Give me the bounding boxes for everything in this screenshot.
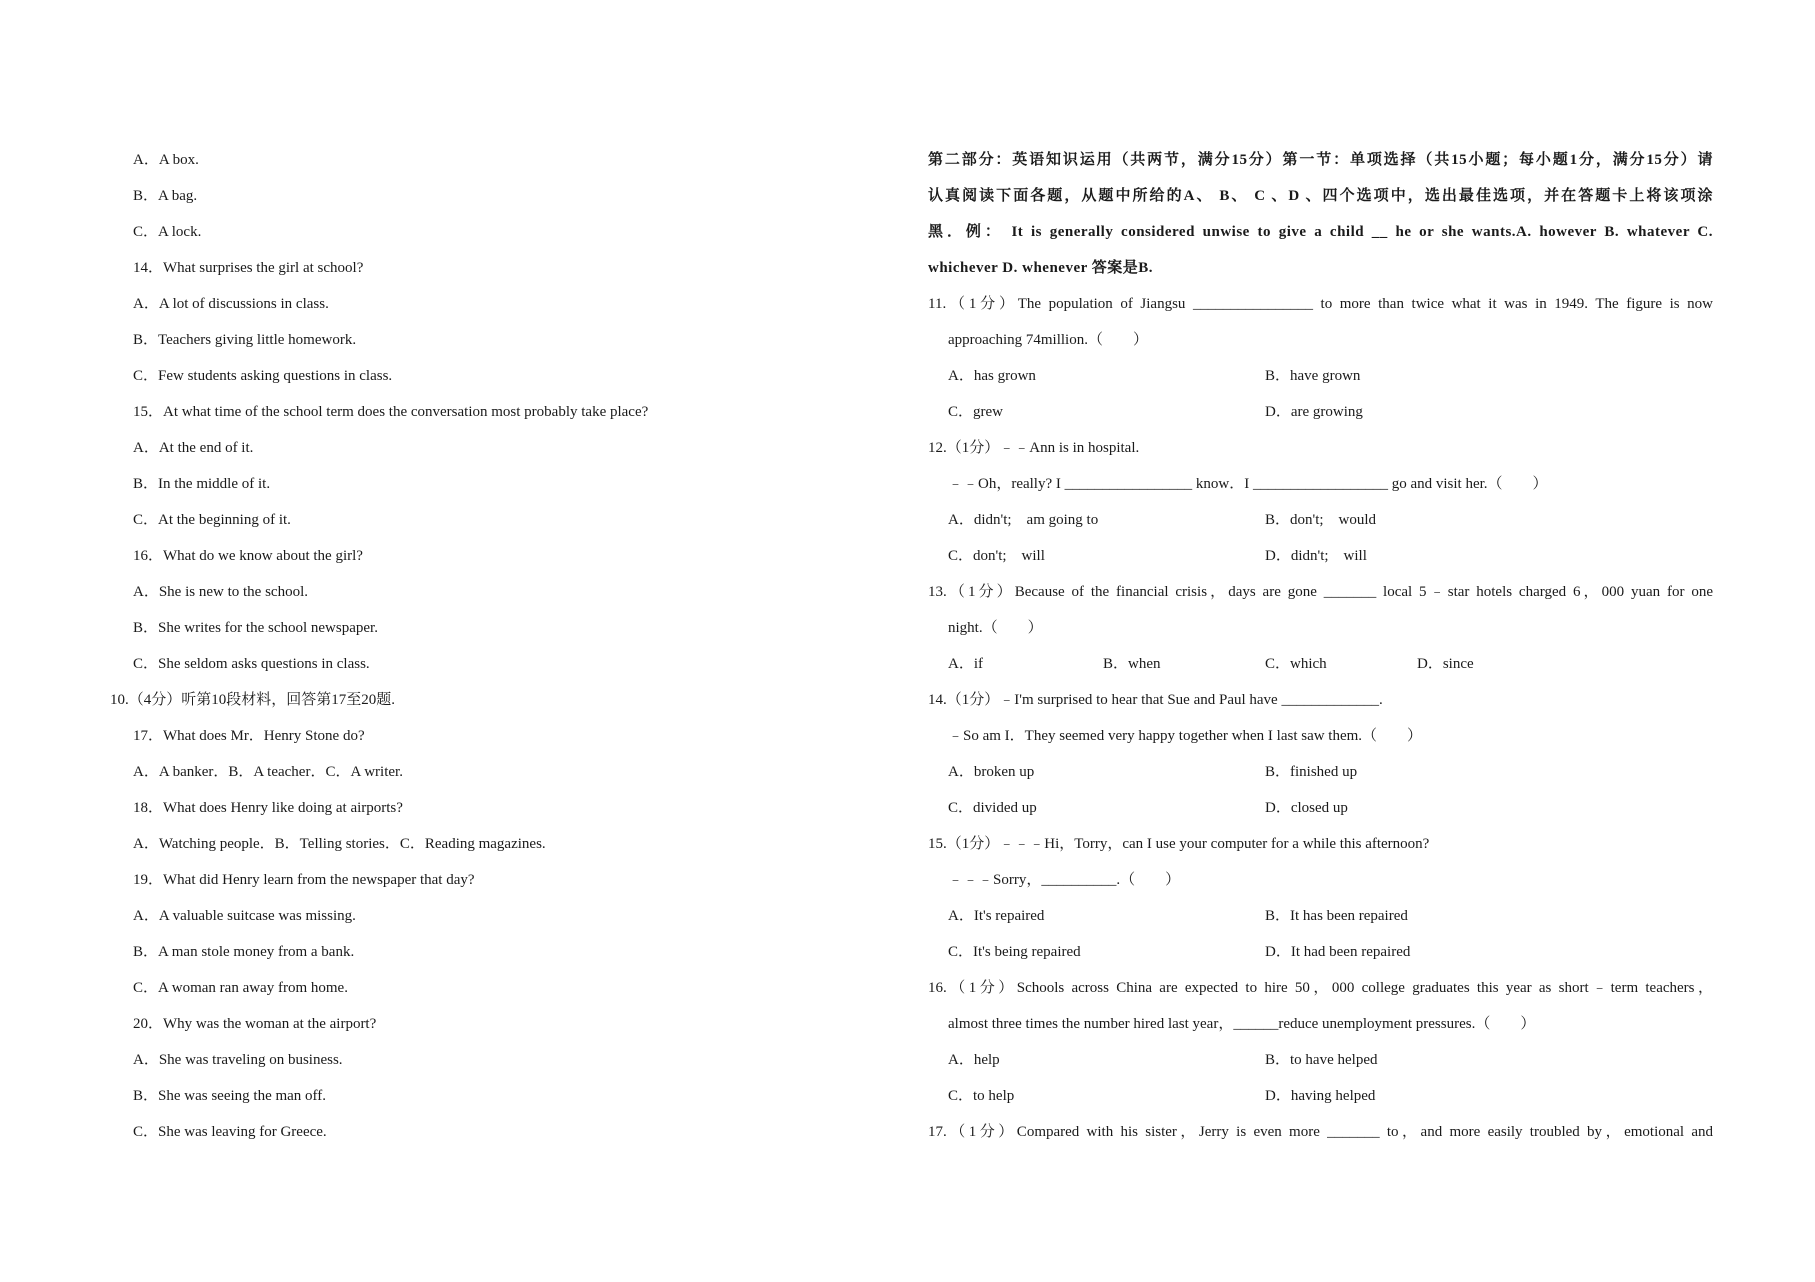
option-text: C．to help [948,1088,1015,1104]
option-text: A．has grown [948,368,1036,384]
option-text: A．She is new to the school. [133,584,308,600]
section-instructions: 认真阅读下面各题，从题中所给的A、 B、 C 、D 、四个选项中，选出最佳选项，并在答题卡上将该项涂 [928,188,1713,204]
question-text: 15．At what time of the school term does the conversation most probably take place? [133,404,649,420]
option-text: A．She was traveling on business. [133,1052,343,1068]
option-text: C．grew [948,404,1003,420]
options-row [928,358,1713,394]
option-text: C．She seldom asks questions in class. [133,656,370,672]
options-row [928,394,1713,430]
option-text: C．A woman ran away from home. [133,980,348,996]
option-text: A．Watching people．B．Telling stories．C．Reading magazines. [133,836,546,852]
option-text: B．A bag. [133,188,198,204]
options-row [928,1042,1713,1078]
question-text-continued: night.（ ） [948,620,1043,636]
section-instructions: whichever D. whenever 答案是B. [928,260,1154,276]
question-text: 18．What does Henry like doing at airports? [133,800,403,816]
option-text: C．A lock. [133,224,202,240]
option-text: D．are growing [1265,404,1363,420]
option-text: C．It's being repaired [948,944,1081,960]
section-instructions: 第二部分：英语知识运用（共两节，满分15分）第一节：单项选择（共15小题；每小题1分，满分15分）请 [928,152,1713,168]
question-text-continued: ﹣So am I．They seemed very happy together when I last saw them.（ ） [948,728,1423,744]
option-text: A．A banker．B．A teacher．C．A writer. [133,764,403,780]
option-text: C．which [1265,656,1327,672]
question-text: 14.（1分）﹣I'm surprised to hear that Sue and Paul have _____________. [928,692,1383,708]
question-text: 12.（1分）﹣﹣Ann is in hospital. [928,440,1140,456]
left-column [110,142,900,1150]
question-text: 13.（1分）Because of the financial crisis，days are gone _______ local 5﹣star hotels charged 6，000 yuan for one [928,584,1713,600]
option-text: B．finished up [1265,764,1358,780]
options-row [928,646,1713,682]
option-text: A．help [948,1052,1000,1068]
question-text-continued: approaching 74million.（ ） [948,332,1148,348]
question-text: 14．What surprises the girl at school? [133,260,364,276]
section-instructions: 黑．例： It is generally considered unwise to give a child __ he or she wants.A. however B. whatever C. [928,224,1713,240]
option-text: D．since [1417,656,1474,672]
options-row [928,1078,1713,1114]
question-text-continued: ﹣﹣Oh，really? I _________________ know．I __________________ go and visit her.（ ） [948,476,1548,492]
option-text: B．It has been repaired [1265,908,1408,924]
question-text-continued: almost three times the number hired last year，______reduce unemployment pressures.（ ） [948,1016,1536,1032]
options-row [928,934,1713,970]
option-text: D．didn't; will [1265,548,1367,564]
option-text: A．if [948,656,983,672]
option-text: B．when [1103,656,1161,672]
option-text: B．don't; would [1265,512,1377,528]
option-text: A．A lot of discussions in class. [133,296,329,312]
option-text: B．She writes for the school newspaper. [133,620,378,636]
right-column [928,142,1713,1150]
question-text: 20．Why was the woman at the airport? [133,1016,377,1032]
section-heading: 10.（4分）听第10段材料，回答第17至20题. [110,692,396,708]
question-text: 15.（1分）﹣﹣﹣Hi，Torry，can I use your computer for a while this afternoon? [928,836,1430,852]
option-text: B．A man stole money from a bank. [133,944,355,960]
options-row [928,790,1713,826]
option-text: A．broken up [948,764,1035,780]
question-text: 11.（1分）The population of Jiangsu ________________ to more than twice what it was in 1949. The figure is now [928,296,1713,312]
option-text: B．In the middle of it. [133,476,271,492]
question-text: 19．What did Henry learn from the newspaper that day? [133,872,475,888]
options-row [928,502,1713,538]
option-text: A．It's repaired [948,908,1045,924]
option-text: A．At the end of it. [133,440,254,456]
option-text: D．It had been repaired [1265,944,1411,960]
question-text: 16．What do we know about the girl? [133,548,363,564]
option-text: A．A box. [133,152,199,168]
options-row [928,754,1713,790]
option-text: D．closed up [1265,800,1348,816]
option-text: B．have grown [1265,368,1361,384]
option-text: B．She was seeing the man off. [133,1088,327,1104]
options-row [928,898,1713,934]
question-text: 16.（1分）Schools across China are expected to hire 50，000 college graduates this year as short﹣term teachers， [928,980,1713,996]
option-text: A．A valuable suitcase was missing. [133,908,356,924]
question-text: 17.（1分）Compared with his sister，Jerry is even more _______ to，and more easily troubled by，emotional and [928,1124,1713,1140]
option-text: C．divided up [948,800,1037,816]
option-text: A．didn't; am going to [948,512,1099,528]
option-text: C．don't; will [948,548,1045,564]
option-text: C．She was leaving for Greece. [133,1124,327,1140]
options-row [928,538,1713,574]
option-text: B．Teachers giving little homework. [133,332,357,348]
option-text: B．to have helped [1265,1052,1378,1068]
question-text: 17．What does Mr．Henry Stone do? [133,728,365,744]
option-text: C．Few students asking questions in class. [133,368,393,384]
option-text: C．At the beginning of it. [133,512,291,528]
question-text-continued: ﹣﹣﹣Sorry，__________.（ ） [948,872,1181,888]
option-text: D．having helped [1265,1088,1376,1104]
